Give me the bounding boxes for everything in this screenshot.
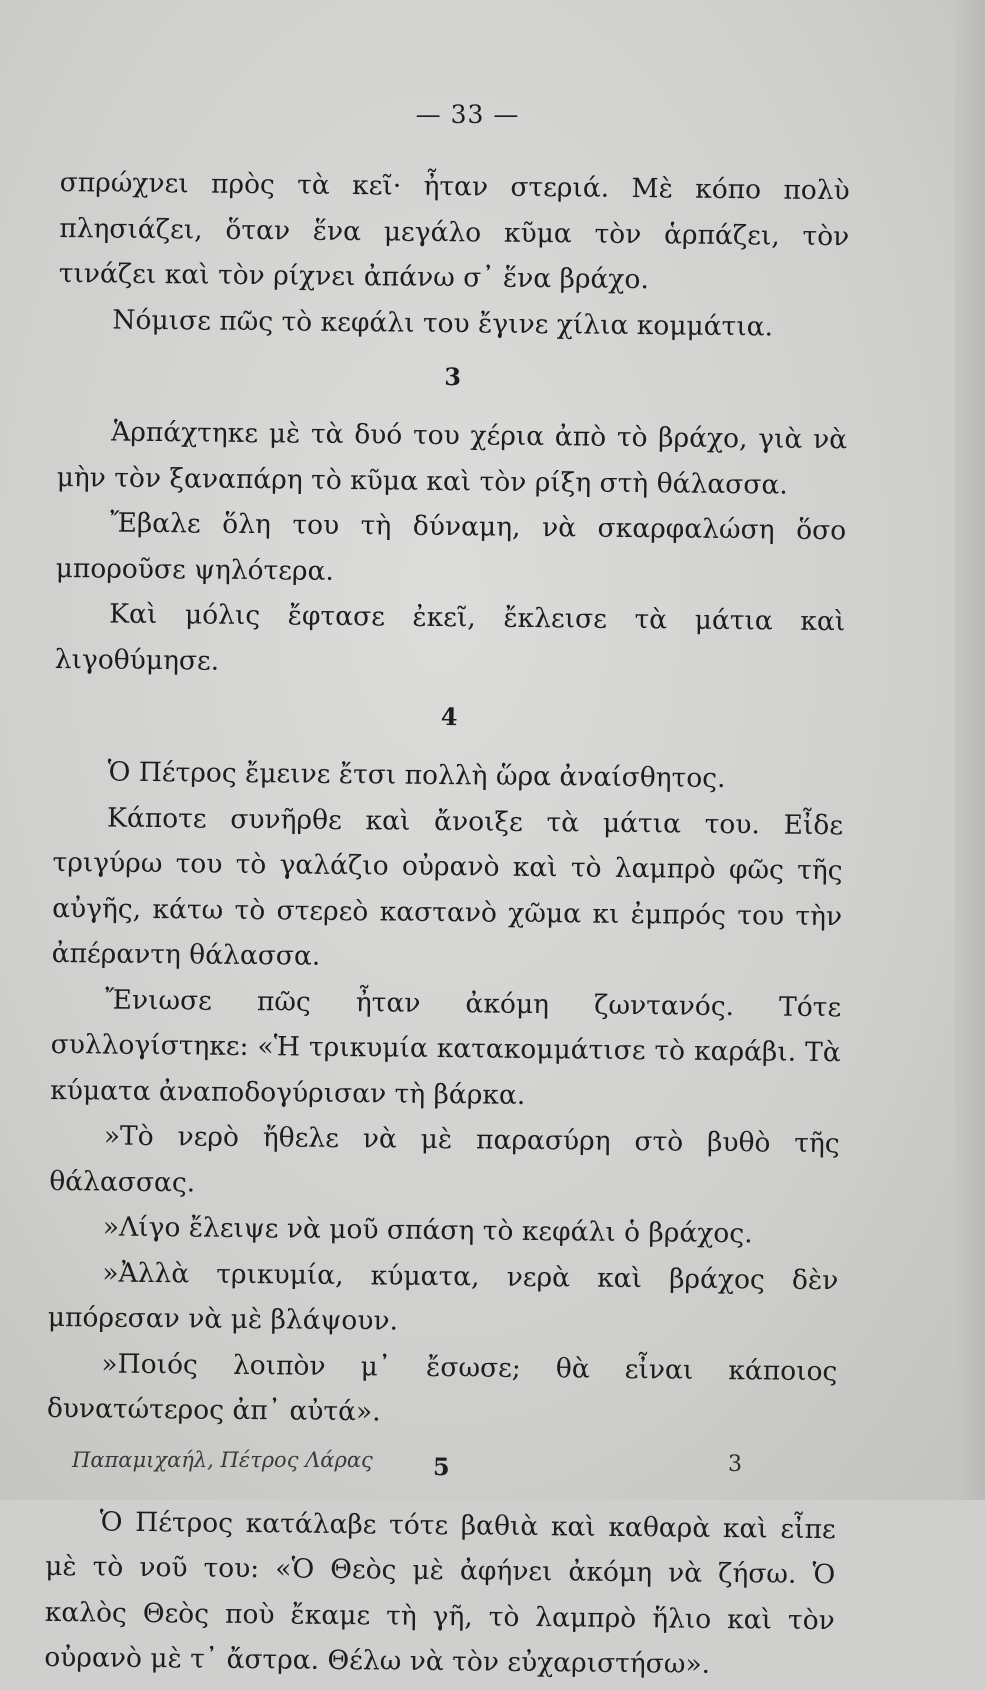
paragraph: Καὶ μόλις ἔφτασε ἐκεῖ, ἔκλεισε τὰ μάτια καὶ λιγοθύμησε.: [54, 598, 846, 677]
paragraph: »Λίγο ἔλειψε νὰ μοῦ σπάση τὸ κεφάλι ὁ βράχος.: [102, 1211, 753, 1250]
paragraph: »Ἀλλὰ τρικυμία, κύματα, νερὰ καὶ βράχος δὲν μπόρεσαν νὰ μὲ βλάψουν.: [47, 1257, 839, 1337]
section-number-4: 4: [440, 702, 458, 732]
section-number-3: 3: [444, 362, 462, 392]
paragraph: Ἁρπάχτηκε μὲ τὰ δυό του χέρια ἀπὸ τὸ βράχο, γιὰ νὰ μὴν τὸν ξαναπάρη τὸ κῦμα καὶ τὸν ρίξη στὴ θάλασσα.: [56, 416, 848, 501]
signature-mark: 3: [728, 1452, 742, 1477]
paragraph: Κάποτε συνῆρθε καὶ ἄνοιξε τὰ μάτια του. Εἶδε τριγύρω του τὸ γαλάζιο οὐρανὸ καὶ τὸ λαμπρὸ φῶς τῆς αὐγῆς, κάτω τὸ στερεὸ καστανὸ χῶμα κι ἐμπρός του τὴν ἀπέραντη θάλασσα.: [51, 802, 844, 972]
paragraph-continued: σπρώχνει πρὸς τὰ κεῖ· ἦταν στεριά. Μὲ κόπο πολὺ πλησιάζει, ὅταν ἕνα μεγάλο κῦμα τὸν ἁρπάζει, τὸν τινάζει καὶ τὸν ρίχνει ἀπάνω σ᾽ ἕνα βράχο.: [58, 166, 850, 296]
paragraph: Ὁ Πέτρος κατάλαβε τότε βαθιὰ καὶ καθαρὰ καὶ εἶπε μὲ τὸ νοῦ του: «Ὁ Θεὸς μὲ ἀφήνει ἀκόμη νὰ ζήσω. Ὁ καλὸς Θεὸς ποὺ ἔκαμε τὴ γῆ, τὸ λαμπρὸ ἥλιο καὶ τὸν οὐρανὸ μὲ τ᾽ ἄστρα. Θέλω νὰ τὸν εὐχαριστήσω».: [44, 1505, 836, 1680]
paragraph: »Ποιός λοιπὸν μ᾽ ἔσωσε; θὰ εἶναι κάποιος δυνατώτερος ἀπ᾽ αὐτά».: [46, 1348, 838, 1428]
paragraph: Νόμισε πῶς τὸ κεφάλι του ἔγινε χίλια κομμάτια.: [112, 304, 774, 342]
paragraph: Ἔνιωσε πῶς ἦταν ἀκόμη ζωντανός. Τότε συλλογίστηκε: «Ἡ τρικυμία κατακομμάτισε τὸ καράβι. Τὰ κύματα ἀναποδογύρισαν τὴ βάρκα.: [50, 984, 842, 1111]
page-number: — 33 —: [415, 100, 520, 129]
paragraph: Ἔβαλε ὅλη του τὴ δύναμη, νὰ σκαρφαλώση ὅσο μποροῦσε ψηλότερα.: [55, 507, 847, 587]
paragraph: »Τὸ νερὸ ἤθελε νὰ μὲ παρασύρη στὸ βυθὸ τῆς θάλασσας.: [49, 1120, 840, 1198]
paragraph: Ὁ Πέτρος ἔμεινε ἔτσι πολλὴ ὥρα ἀναίσθητος.: [107, 756, 726, 795]
page-edge: [955, 0, 985, 1500]
section-number-5: 5: [432, 1451, 450, 1481]
footer-credit: Παπαμιχαήλ, Πέτρος Λάρας: [72, 1448, 373, 1472]
